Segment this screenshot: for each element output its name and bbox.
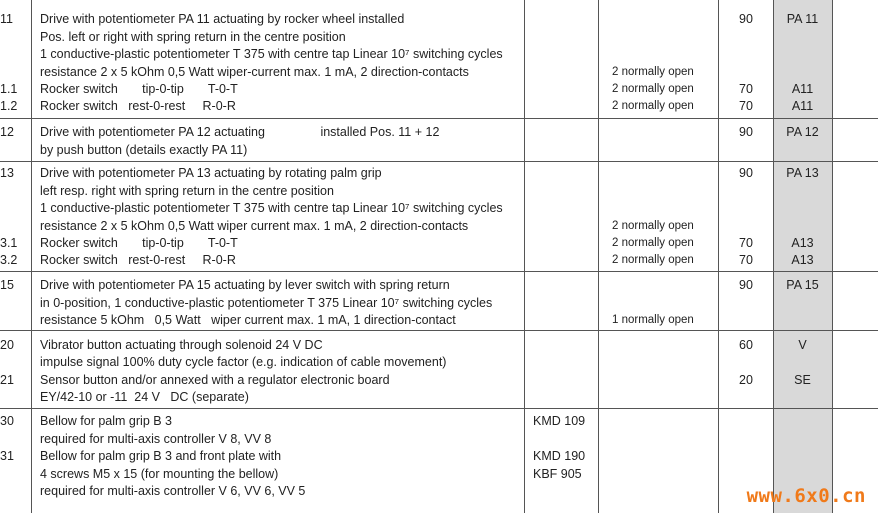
description-line: Drive with potentiometer PA 11 actuating by rocker wheel installed	[40, 12, 405, 26]
row-separator	[0, 271, 878, 272]
watermark: www.6x0.cn	[746, 485, 866, 507]
description-line: Rocker switch rest-0-rest R-0-R	[40, 99, 236, 113]
item-number: 13	[0, 166, 14, 180]
item-number: 31	[0, 449, 14, 463]
description-line: impulse signal 100% duty cycle factor (e.g. indication of cable movement)	[40, 355, 447, 369]
description-line: required for multi-axis controller V 6, VV 6, VV 5	[40, 484, 306, 498]
sub-item-number: 1.2	[0, 99, 18, 113]
grid-line	[832, 0, 833, 513]
description-line: required for multi-axis controller V 8, VV 8	[40, 432, 272, 446]
description-line: Rocker switch tip-0-tip T-0-T	[40, 82, 238, 96]
part-number: KBF 905	[533, 467, 582, 481]
description-line: left resp. right with spring return in the centre position	[40, 184, 334, 198]
value-cell: 60	[739, 338, 753, 352]
contact-cell: 2 normally open	[612, 254, 694, 266]
description-line: resistance 2 x 5 kOhm 0,5 Watt wiper-current max. 1 mA, 2 direction-contacts	[40, 65, 469, 79]
contact-cell: 2 normally open	[612, 83, 694, 95]
description-line: Drive with potentiometer PA 12 actuating installed Pos. 11 + 12	[40, 125, 440, 139]
description-line: Drive with potentiometer PA 13 actuating by rotating palm grip	[40, 166, 382, 180]
description-line: resistance 5 kOhm 0,5 Watt wiper current max. 1 mA, 1 direction-contact	[40, 313, 456, 327]
value-cell: 70	[739, 236, 753, 250]
grid-line	[718, 0, 719, 513]
row-separator	[0, 161, 878, 162]
sub-item-number: 1.1	[0, 82, 18, 96]
item-number: 15	[0, 278, 14, 292]
value-cell: 90	[739, 278, 753, 292]
contact-cell: 2 normally open	[612, 237, 694, 249]
grid-line	[31, 0, 32, 513]
row-separator	[0, 408, 878, 409]
item-number: 11	[0, 12, 13, 26]
value-cell: 70	[739, 82, 753, 96]
part-number: KMD 109	[533, 414, 586, 428]
description-line: Bellow for palm grip B 3	[40, 414, 173, 428]
description-line: in 0-position, 1 conductive-plastic potentiometer T 375 Linear 10⁷ switching cycles	[40, 296, 493, 310]
code-cell: SE	[794, 373, 811, 387]
grid-line	[598, 0, 599, 513]
code-cell: A13	[791, 253, 814, 267]
value-cell: 70	[739, 99, 753, 113]
description-line: by push button (details exactly PA 11)	[40, 143, 248, 157]
code-cell: A13	[791, 236, 814, 250]
value-cell: 90	[739, 166, 753, 180]
description-line: 1 conductive-plastic potentiometer T 375 with centre tap Linear 10⁷ switching cycles	[40, 47, 503, 61]
contact-cell: 1 normally open	[612, 314, 694, 326]
code-cell: V	[798, 338, 807, 352]
code-cell: PA 15	[786, 278, 819, 292]
code-cell: PA 11	[786, 12, 819, 26]
row-separator	[0, 330, 878, 331]
description-line: Sensor button and/or annexed with a regulator electronic board	[40, 373, 390, 387]
value-cell: 90	[739, 125, 753, 139]
description-line: EY/42-10 or -11 24 V DC (separate)	[40, 390, 249, 404]
contact-cell: 2 normally open	[612, 220, 694, 232]
sub-item-number: 3.1	[0, 236, 18, 250]
description-line: resistance 2 x 5 kOhm 0,5 Watt wiper current max. 1 mA, 2 direction-contacts	[40, 219, 469, 233]
contact-cell: 2 normally open	[612, 100, 694, 112]
value-cell: 70	[739, 253, 753, 267]
item-number: 21	[0, 373, 14, 387]
code-cell: PA 12	[786, 125, 819, 139]
code-cell: A11	[791, 82, 814, 96]
row-separator	[0, 118, 878, 119]
grid-line	[524, 0, 525, 513]
contact-cell: 2 normally open	[612, 66, 694, 78]
code-cell: A11	[791, 99, 814, 113]
value-cell: 90	[739, 12, 753, 26]
sub-item-number: 3.2	[0, 253, 18, 267]
part-number: KMD 190	[533, 449, 586, 463]
description-line: Pos. left or right with spring return in the centre position	[40, 30, 346, 44]
description-line: Rocker switch tip-0-tip T-0-T	[40, 236, 238, 250]
description-line: Vibrator button actuating through solenoid 24 V DC	[40, 338, 323, 352]
description-line: Drive with potentiometer PA 15 actuating by lever switch with spring return	[40, 278, 450, 292]
description-line: Rocker switch rest-0-rest R-0-R	[40, 253, 236, 267]
item-number: 20	[0, 338, 14, 352]
item-number: 30	[0, 414, 14, 428]
value-cell: 20	[739, 373, 753, 387]
description-line: 1 conductive-plastic potentiometer T 375 with centre tap Linear 10⁷ switching cycles	[40, 201, 503, 215]
description-line: Bellow for palm grip B 3 and front plate with	[40, 449, 282, 463]
description-line: 4 screws M5 x 15 (for mounting the bellow)	[40, 467, 279, 481]
code-cell: PA 13	[786, 166, 819, 180]
item-number: 12	[0, 125, 14, 139]
